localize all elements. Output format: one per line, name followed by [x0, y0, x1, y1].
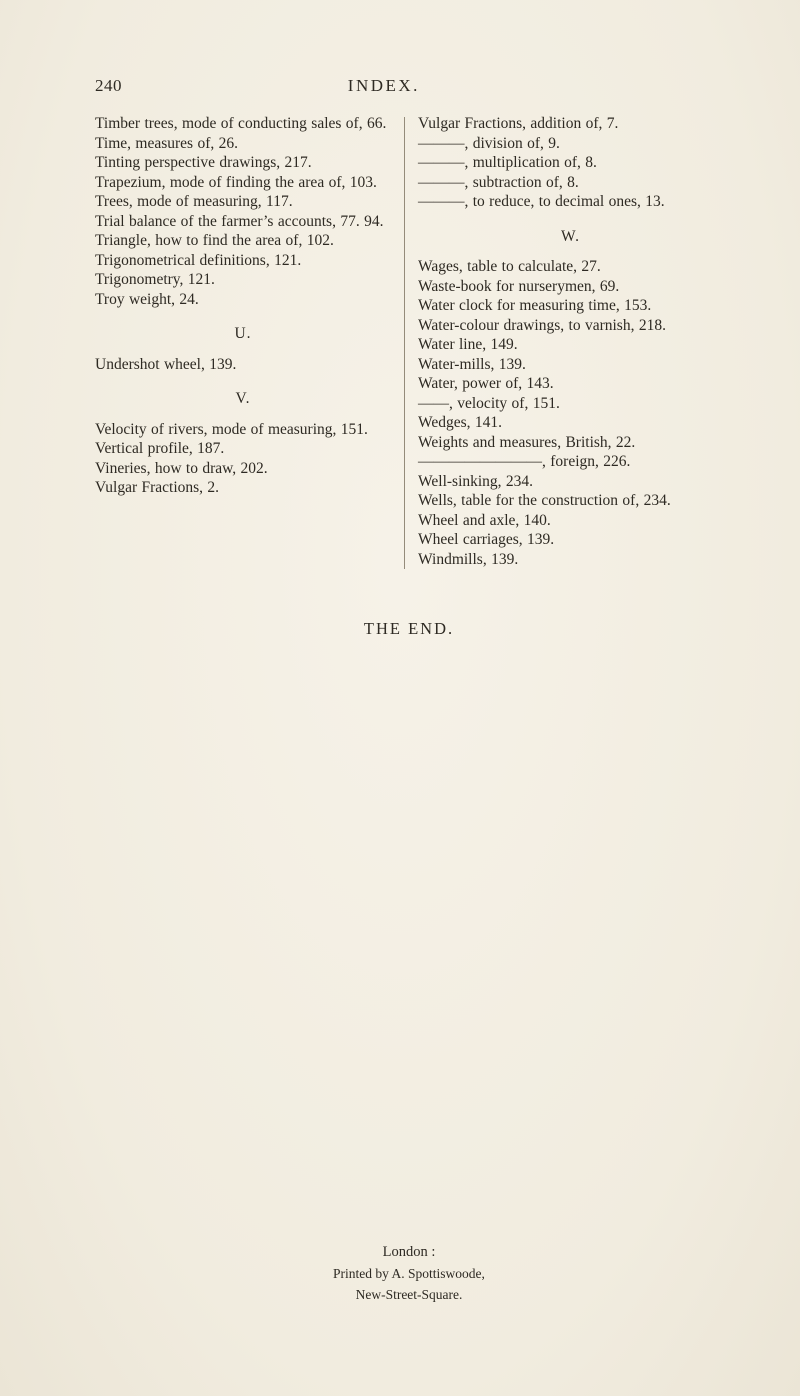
imprint-line-printer: Printed by A. Spottiswoode,	[333, 1266, 485, 1281]
index-entry: ———, division of, 9.	[418, 134, 560, 152]
index-column-right	[418, 114, 723, 569]
imprint-line-address: New-Street-Square.	[355, 1287, 463, 1302]
index-entry: Vulgar Fractions, addition of, 7.	[418, 115, 619, 132]
index-entry: Water line, 149.	[418, 336, 518, 353]
running-head	[95, 76, 723, 102]
index-entry: Wages, table to calculate, 27.	[418, 258, 601, 275]
index-entry: Undershot wheel, 139.	[95, 355, 237, 373]
index-entry: Wheel and axle, 140.	[418, 511, 551, 529]
index-entry: Weights and measures, British, 22.	[418, 433, 636, 451]
index-entry: ————————, foreign, 226.	[418, 453, 631, 470]
index-entry: Velocity of rivers, mode of measuring, 151.	[95, 420, 368, 438]
index-entry: Windmills, 139.	[418, 550, 519, 568]
index-entry: Water-colour drawings, to varnish, 218.	[418, 316, 666, 334]
index-entry: Wheel carriages, 139.	[418, 531, 555, 548]
index-entry: Wells, table for the construction of, 234.	[418, 492, 671, 509]
index-entry: Vertical profile, 187.	[95, 440, 225, 457]
index-entry: Water-mills, 139.	[418, 355, 526, 373]
index-entry: Trial balance of the farmer’s accounts, 77. 94.	[95, 212, 384, 230]
index-entry: Waste-book for nurserymen, 69.	[418, 277, 620, 295]
text-block	[95, 76, 723, 639]
header-title: INDEX.	[347, 76, 420, 95]
index-entry: ———, multiplication of, 8.	[418, 154, 597, 171]
index-section-heading: U.	[234, 325, 252, 342]
index-entry: Trapezium, mode of finding the area of, 103.	[95, 173, 377, 191]
page-number: 240	[95, 76, 122, 95]
index-entry: Triangle, how to find the area of, 102.	[95, 232, 334, 249]
index-entry: Trees, mode of measuring, 117.	[95, 193, 293, 210]
the-end-text: THE END.	[363, 619, 455, 638]
index-entry: ———, subtraction of, 8.	[418, 173, 579, 191]
index-entry: Time, measures of, 26.	[95, 134, 238, 152]
index-entry: Trigonometry, 121.	[95, 271, 215, 288]
index-section-heading: V.	[235, 390, 251, 407]
index-column-left	[95, 114, 391, 569]
index-entry: Trigonometrical definitions, 121.	[95, 251, 302, 269]
index-entry: Well-sinking, 234.	[418, 472, 534, 490]
index-entry: ——, velocity of, 151.	[418, 394, 560, 412]
index-entry: Vineries, how to draw, 202.	[95, 459, 268, 477]
imprint-line-city: London :	[382, 1244, 436, 1260]
index-entry: Water, power of, 143.	[418, 375, 554, 392]
column-divider-rule	[404, 117, 405, 569]
index-entry: Wedges, 141.	[418, 414, 503, 431]
index-entry: ———, to reduce, to decimal ones, 13.	[418, 193, 665, 210]
index-section-heading: W.	[560, 227, 581, 245]
index-columns	[95, 114, 723, 569]
index-entry: Tinting perspective drawings, 217.	[95, 154, 312, 171]
index-entry: Water clock for measuring time, 153.	[418, 297, 652, 314]
index-entry: Troy weight, 24.	[95, 290, 199, 308]
printer-imprint	[95, 1242, 723, 1305]
index-entry: Vulgar Fractions, 2.	[95, 479, 220, 496]
index-entry: Timber trees, mode of conducting sales of, 66.	[95, 115, 387, 132]
